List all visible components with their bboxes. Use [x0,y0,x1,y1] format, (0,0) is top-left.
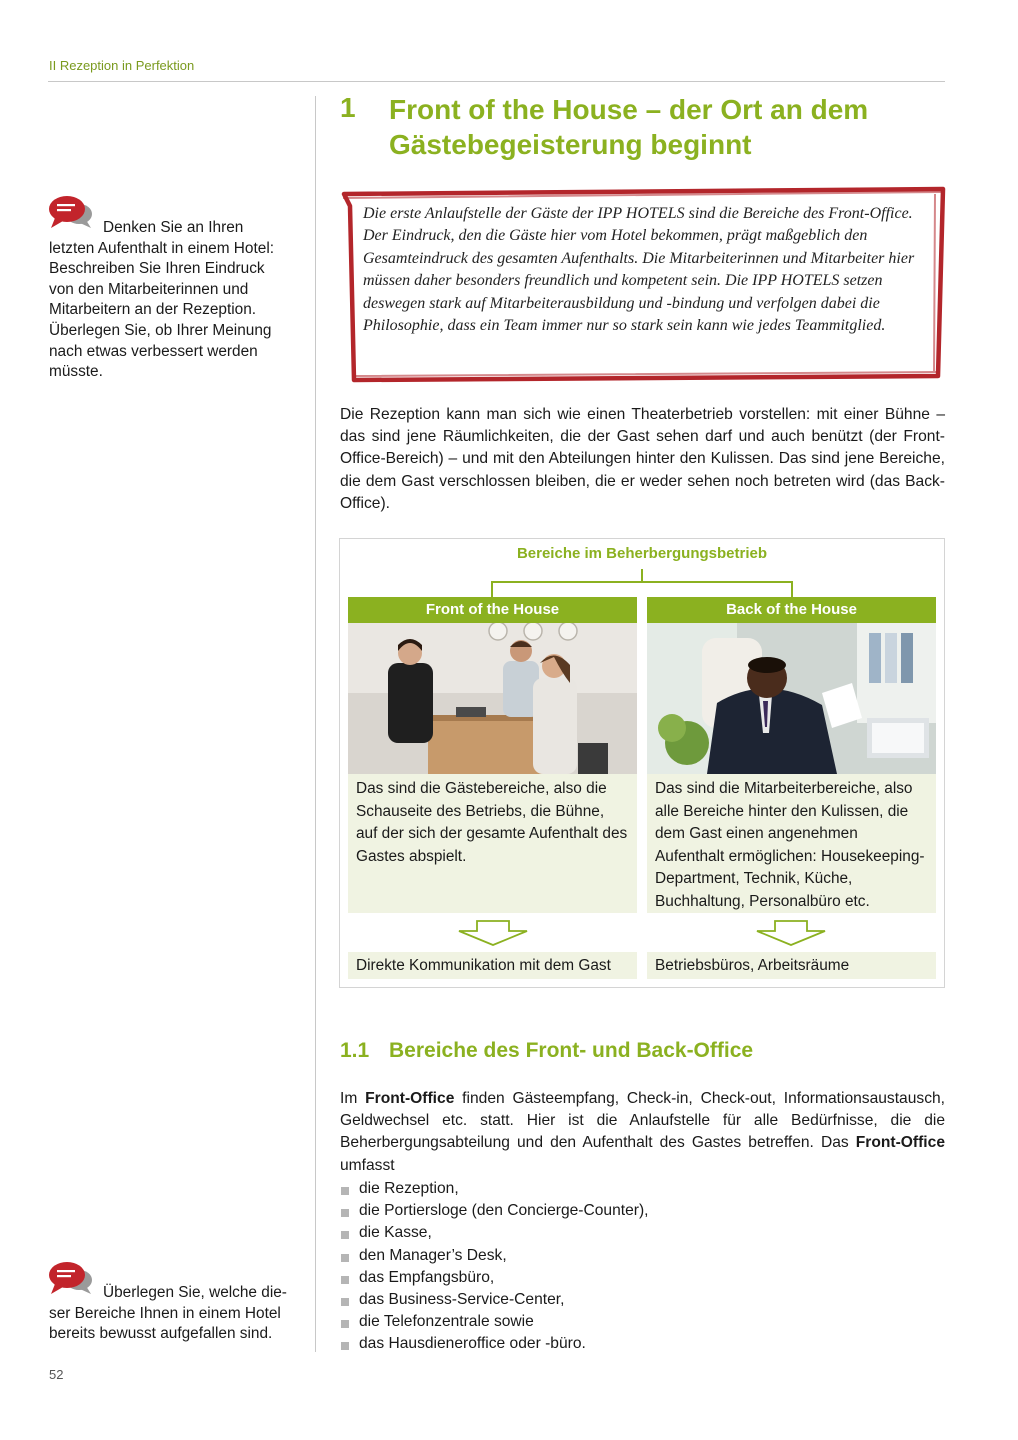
section-paragraph [340,1088,945,1177]
list-item-text: die Rezeption, [359,1180,459,1197]
list-item [340,1267,649,1289]
list-item [340,1311,649,1333]
diagram-connector [491,581,493,597]
list-item-text: das Business-Service-Center, [359,1291,565,1309]
list-item-text: die Kasse, [359,1224,432,1242]
list-item [340,1178,649,1200]
areas-diagram [339,538,945,988]
diagram-title: Bereiche im Beherbergungsbetrieb [516,545,768,562]
section-number: 1.1 [340,1039,370,1062]
bullet-square-icon [341,1320,349,1328]
front-of-house-description: Das sind die Gästebereiche, also die Schauseite des Betriebs, die Bühne, auf der sich der gesamte Aufenthalt des Gastes abspielt. [348,774,637,913]
list-item [340,1200,649,1222]
bullet-square-icon [341,1187,349,1195]
margin-note-reflect-areas [49,1283,291,1345]
margin-note-text: letzten Aufenthalt in einem Hotel: Beschreiben Sie Ihren Eindruck von den Mitarbeiterinnen und Mitarbeitern an der Rezeption. Überlegen Sie, ob Ihrer Meinung nach etwas verbessert werden müsste. [49,239,275,381]
chapter-title: Front of the House – der Ort an dem Gästebegeisterung beginnt [389,94,869,160]
margin-note-first-line: Denken Sie an Ihren [103,219,244,236]
diagram-connector [791,581,793,597]
paragraph-text: umfasst [340,1156,395,1174]
down-arrow-icon [455,919,531,947]
diagram-connector [491,581,793,583]
list-item-text: die Portiersloge (den Concierge-Counter), [359,1202,649,1220]
back-of-house-header: Back of the House [647,597,936,623]
margin-note-first-line: Überlegen Sie, welche die- [103,1284,287,1301]
paragraph-bold-term: Front-Office [365,1090,455,1107]
front-of-house-footer: Direkte Kommunikation mit dem Gast [348,952,637,979]
header-rule [48,81,945,82]
reception-photo [348,623,637,774]
column-rule [315,96,316,1352]
list-item-text: das Empfangsbüro, [359,1268,495,1286]
margin-note-text: ser Bereiche Ihnen in einem Hotel bereits bewusst aufgefallen sind. [49,1304,281,1343]
page-number: 52 [49,1367,64,1382]
office-photo [647,623,936,774]
front-of-house-header: Front of the House [348,597,637,623]
margin-note-reflect-hotel-stay [49,218,291,383]
list-item [340,1333,649,1355]
bullet-square-icon [341,1276,349,1284]
back-of-house-description: Das sind die Mitarbeiterbereiche, also alle Bereiche hinter den Kulissen, die dem Gast einen angenehmen Aufenthalt ermöglichen: Housekeeping-Department, Technik, Küche, Buchhaltung, Personalbüro etc. [647,774,936,913]
bullet-square-icon [341,1231,349,1239]
intro-paragraph: Die Rezeption kann man sich wie einen Theaterbetrieb vorstellen: mit einer Bühne – das sind jene Räumlichkeiten, die der Gast sehen darf und auch benützt (der Front-Office-Bereich) – und mit den Abteilungen hinter den Kulissen. Das sind jene Bereiche, die dem Gast verschlossen bleiben, die er weder sehen noch betreten wird (das Back-Office). [340,406,945,512]
callout-text: Die erste Anlaufstelle der Gäste der IPP HOTELS sind die Bereiche des Front-Office. Der Eindruck, den die Gäste hier vom Hotel bekommen, prägt maßgeblich den Gesamteindruck des gesamten Aufenthalts. Die Mitarbeiterinnen und Mitarbeiter hier müssen daher besonders freundlich und kompetent sein. Die IPP HOTELS setzen deswegen stark auf Mitarbeiterausbildung und -bindung und verfolgen dabei die Philosophie, dass ein Team immer nur so stark sein kann wie jedes Teammitglied. [363,205,915,335]
bullet-square-icon [341,1209,349,1217]
list-item [340,1245,649,1267]
front-office-list [340,1178,649,1356]
list-item [340,1289,649,1311]
bullet-square-icon [341,1342,349,1350]
chapter-number: 1 [340,92,356,123]
bullet-square-icon [341,1298,349,1306]
running-title: II Rezeption in Perfektion [49,58,195,73]
back-of-house-footer: Betriebsbüros, Arbeitsräume [647,952,936,979]
paragraph-text: finden Gästeempfang, Check-in, Check-out, Informationsaustausch, Geldwechsel etc. statt. Hier ist die Anlaufstelle für alle Bedürfnisse, die die Beherbergungsabteilung und den Aufenthalt des Gastes betreffen. Das [340,1090,946,1152]
list-item-text: das Hausdieneroffice oder -büro. [359,1335,586,1353]
section-title: Bereiche des Front- und Back-Office [389,1039,754,1062]
bullet-square-icon [341,1254,349,1262]
list-item-text: den Manager’s Desk, [359,1246,507,1264]
list-item-text: die Telefonzentrale sowie [359,1313,534,1331]
paragraph-text: Im [340,1090,366,1107]
list-item [340,1222,649,1244]
down-arrow-icon [753,919,829,947]
paragraph-bold-term: Front-Office [855,1134,945,1152]
